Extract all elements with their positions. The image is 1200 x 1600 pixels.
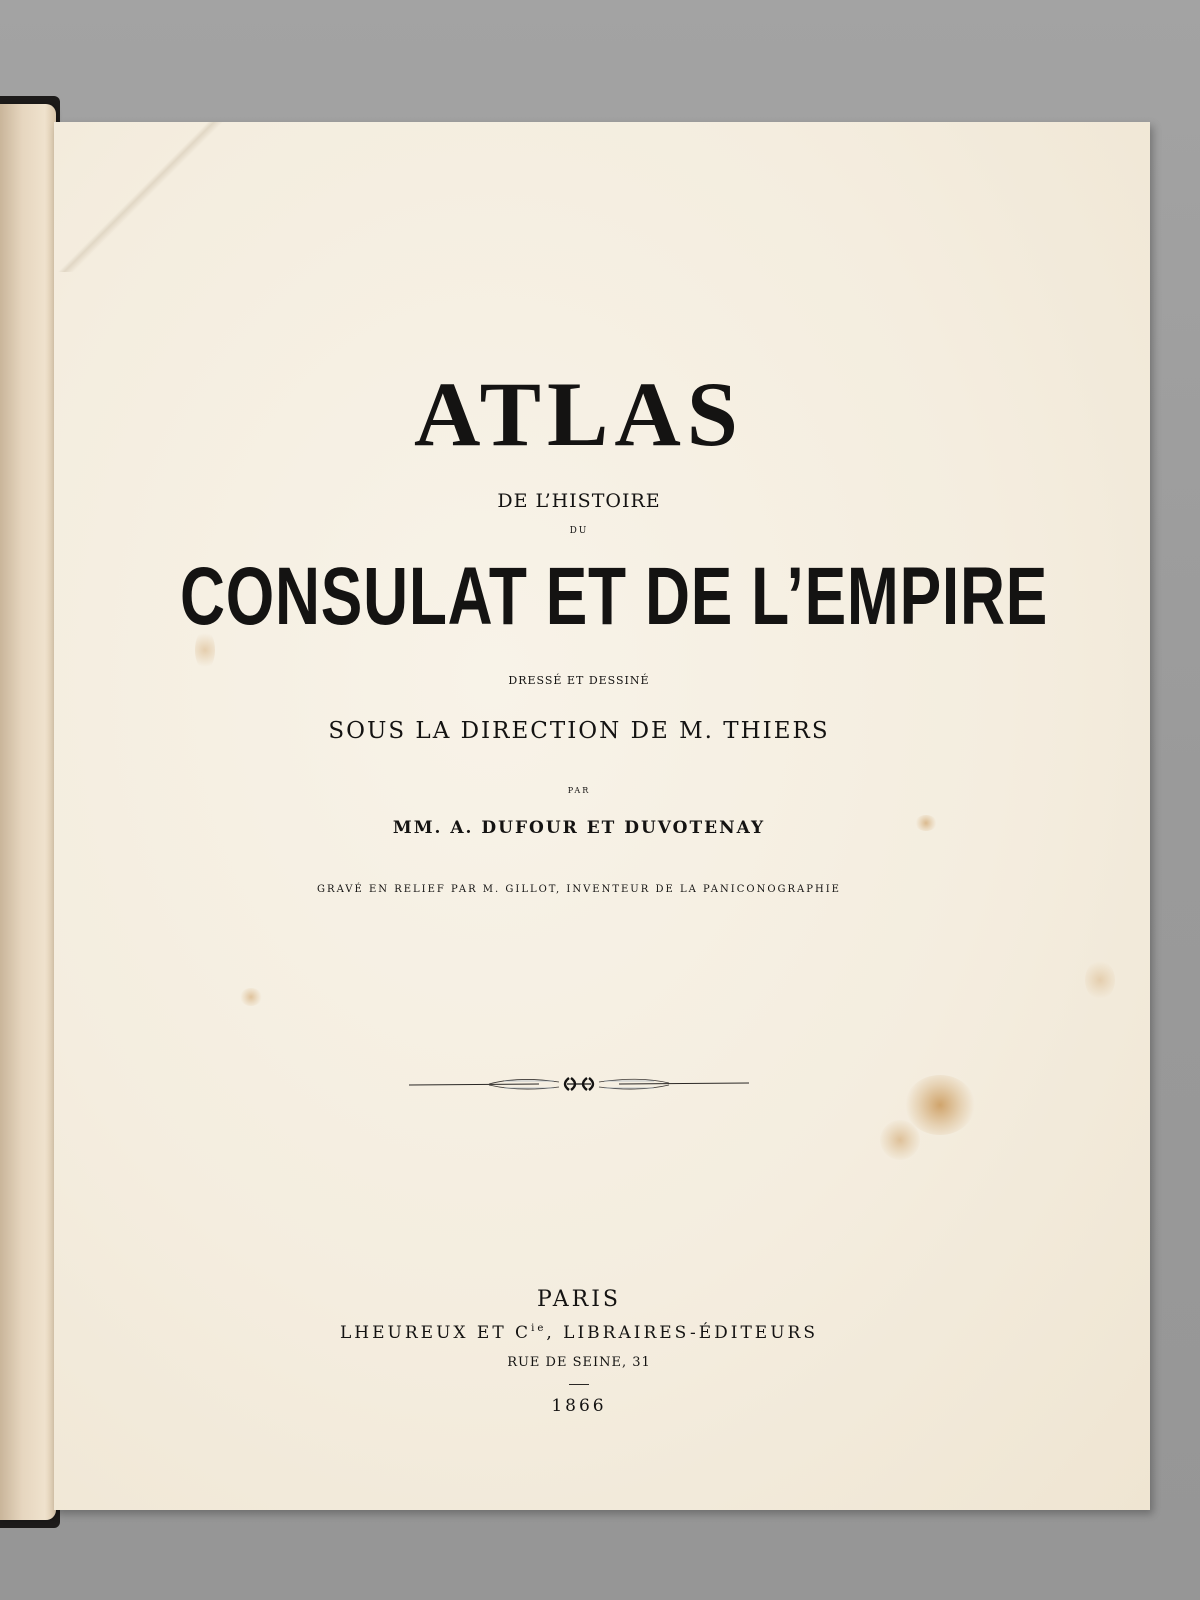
title-page — [54, 122, 1150, 1510]
title-atlas: ATLAS — [414, 363, 744, 465]
ornament-divider — [409, 1072, 749, 1096]
book-page-edges — [0, 104, 56, 1520]
subtitle-de-lhistoire: DE L’HISTOIRE — [497, 490, 661, 512]
imprint-publisher-tail: , LIBRAIRES-ÉDITEURS — [546, 1323, 818, 1343]
foxing-stain — [915, 815, 937, 831]
imprint-publisher — [54, 1323, 1104, 1343]
subtitle-direction: SOUS LA DIRECTION DE M. THIERS — [328, 718, 830, 744]
imprint-publisher-sup: ie — [531, 1323, 547, 1334]
imprint-city: PARIS — [537, 1287, 621, 1312]
subtitle-par: PAR — [567, 786, 591, 795]
foxing-stain — [195, 630, 215, 670]
imprint-street: RUE DE SEINE, 31 — [507, 1355, 651, 1370]
authors-line: MM. A. DUFOUR ET DUVOTENAY — [392, 818, 766, 838]
imprint-publisher-lead: LHEUREUX ET C — [340, 1323, 532, 1343]
main-title: CONSULAT ET DE L’EMPIRE — [180, 551, 1049, 642]
foxing-stain — [240, 988, 262, 1006]
engraver-line: GRAVÉ EN RELIEF PAR M. GILLOT, INVENTEUR DE LA PANICONOGRAPHIE — [317, 884, 841, 895]
foxing-stain — [905, 1075, 975, 1135]
imprint-year: 1866 — [551, 1396, 607, 1416]
foxing-stain — [1085, 960, 1115, 1000]
subtitle-du: DU — [569, 526, 589, 536]
page-corner-crease — [54, 122, 224, 272]
imprint-dash — [569, 1384, 589, 1385]
foxing-stain — [880, 1120, 920, 1160]
subtitle-dresse: DRESSÉ ET DESSINÉ — [508, 674, 650, 687]
